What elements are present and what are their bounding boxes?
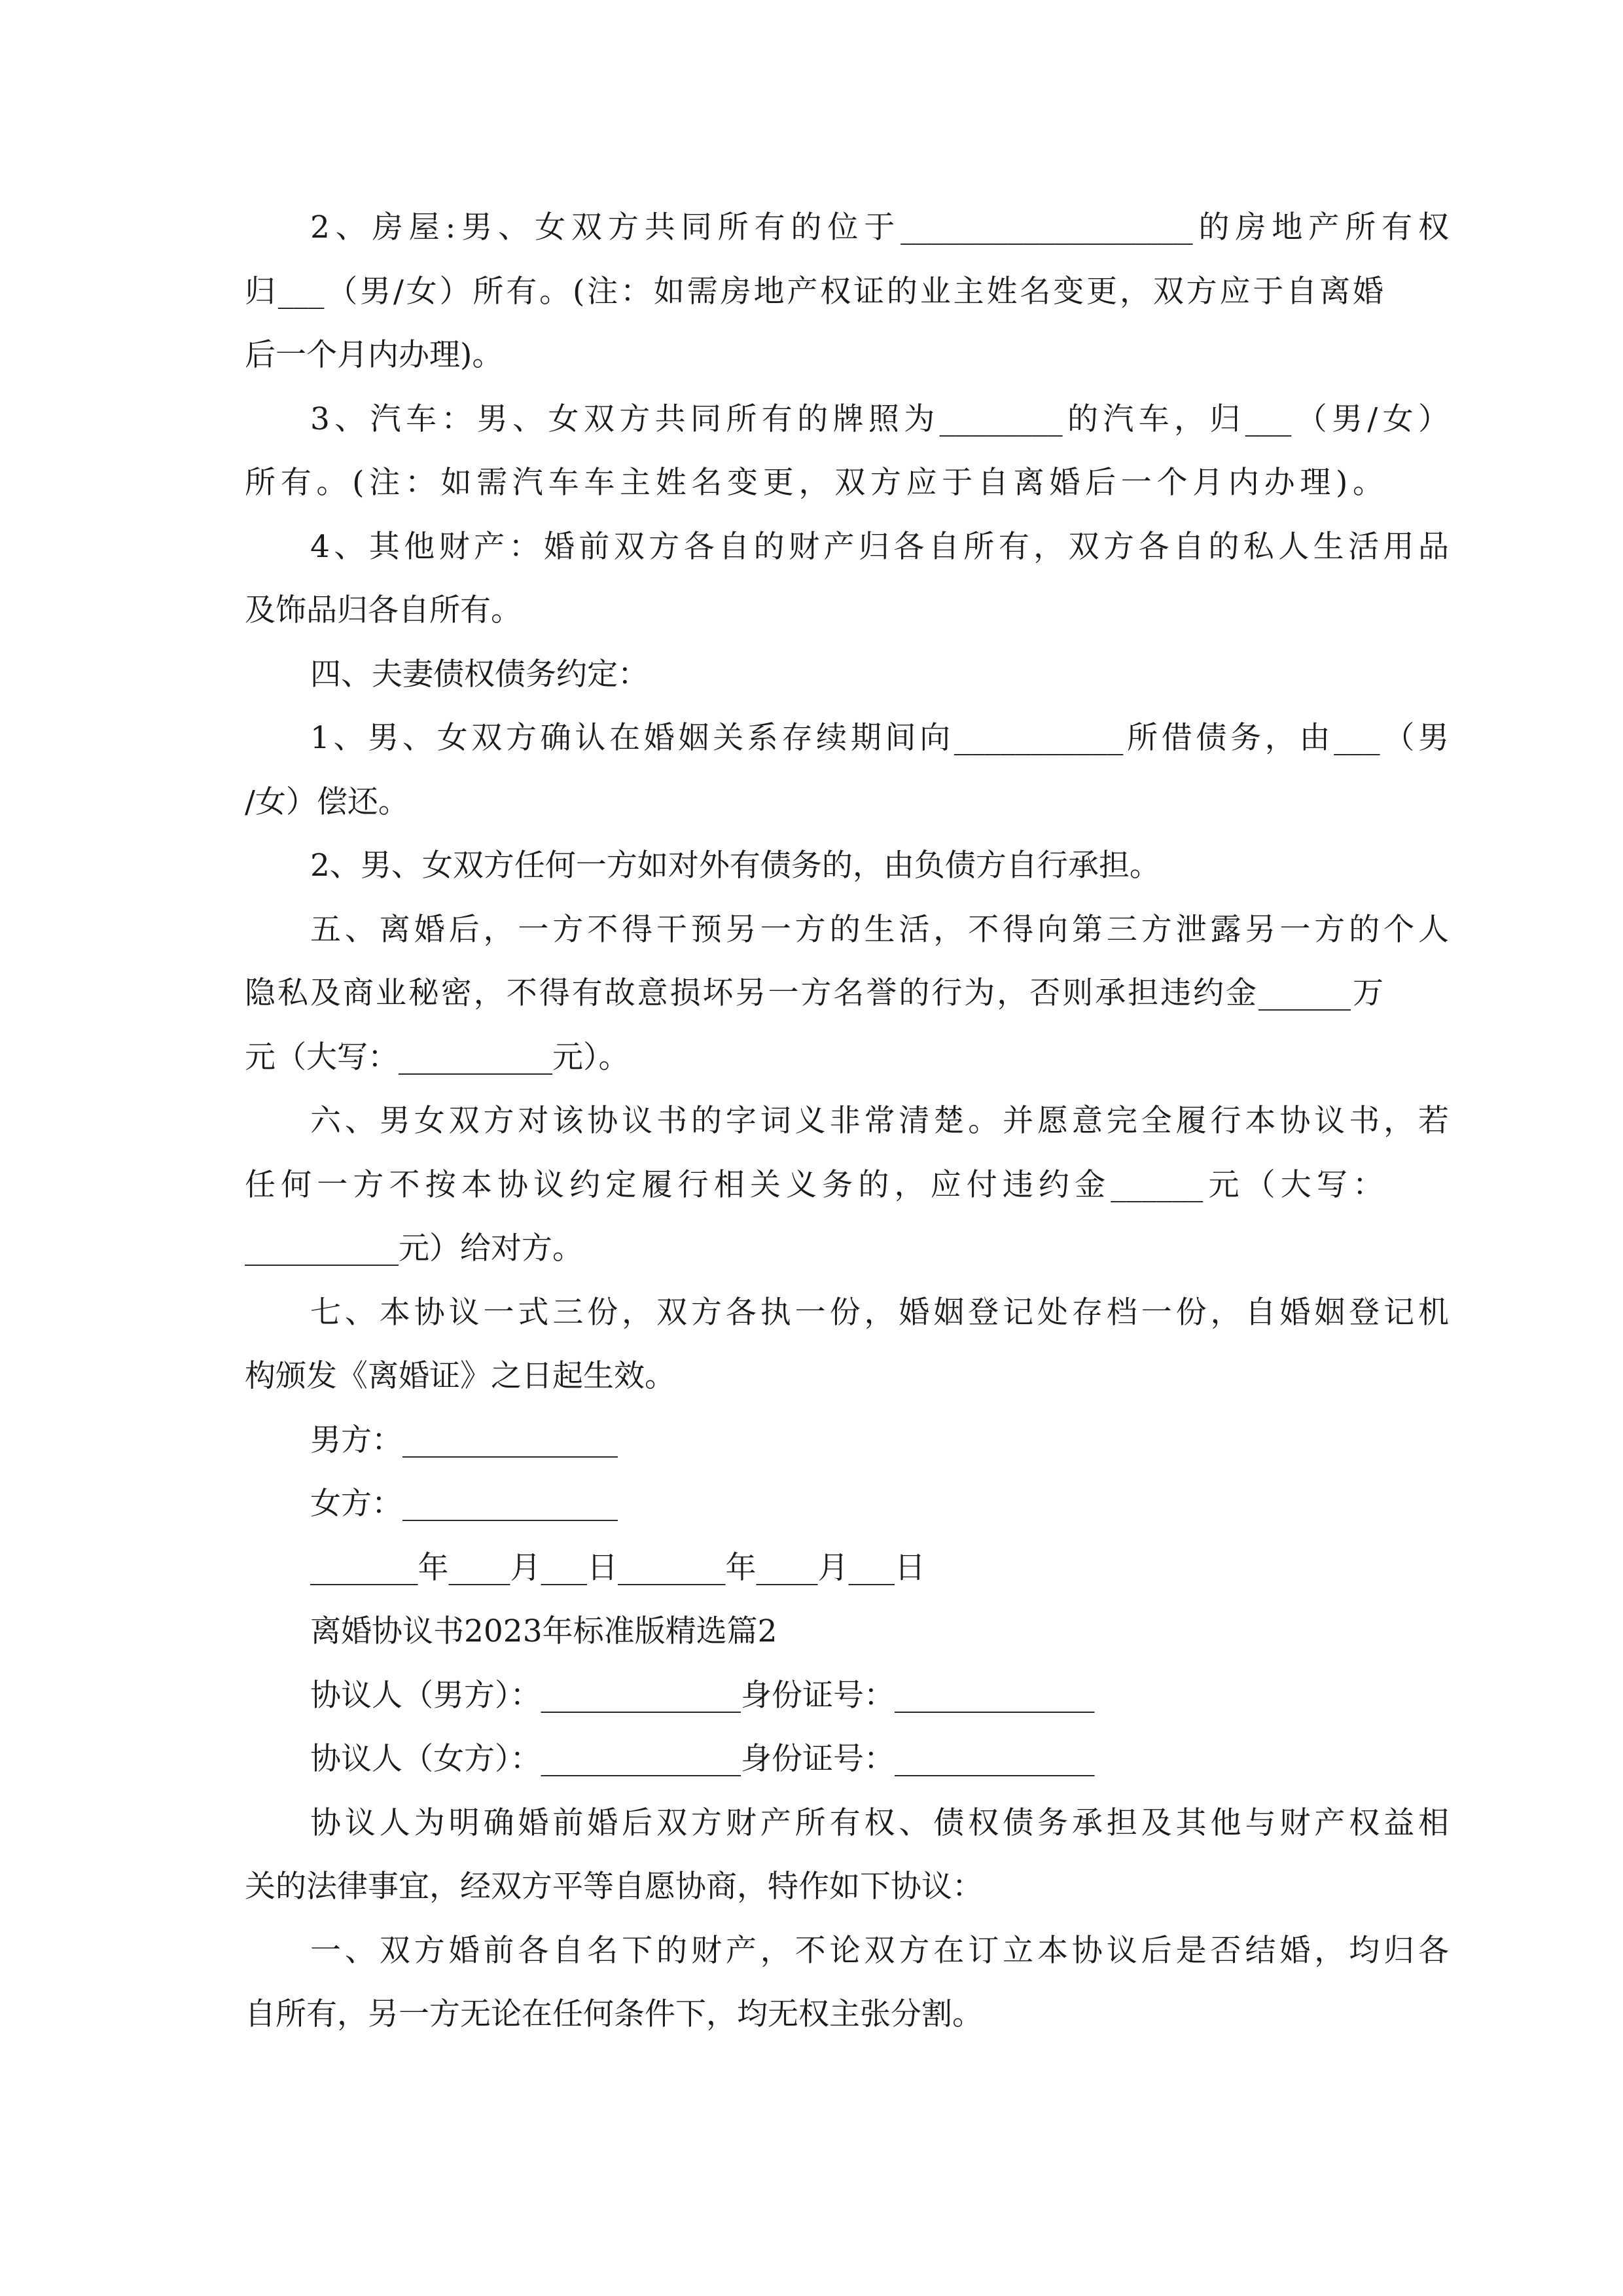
paragraph-line: 构颁发《离婚证》之日起生效。 (245, 1358, 675, 1394)
paragraph-line: 一、双方婚前各自名下的财产，不论双方在订立本协议后是否结婚，均归各 (310, 1933, 1449, 1969)
section-heading: 四、夫妻债权债务约定： (310, 656, 649, 692)
paragraph-line: 自所有，另一方无论在任何条件下，均无权主张分割。 (245, 1996, 983, 2032)
paragraph-line: 后一个月内办理)。 (245, 337, 503, 373)
paragraph-line: 元（大写：__________元）。 (245, 1039, 630, 1075)
party-male-line: 协议人（男方）：_____________身份证号：_____________ (310, 1677, 1095, 1713)
signature-female: 女方：______________ (310, 1486, 618, 1522)
paragraph-line: 及饰品归各自所有。 (245, 592, 522, 628)
paragraph-line: 任何一方不按本协议约定履行相关义务的，应付违约金______元（大写： (245, 1167, 1383, 1203)
paragraph-line: 1、男、女双方确认在婚姻关系存续期间向___________所借债务，由___（男 (310, 720, 1449, 756)
paragraph-line: /女）偿还。 (245, 784, 409, 820)
paragraph-line: 隐私及商业秘密，不得有故意损坏另一方名誉的行为，否则承担违约金______万 (245, 975, 1383, 1011)
paragraph-line: 归___（男/女）所有。(注：如需房地产权证的业主姓名变更，双方应于自离婚 (245, 274, 1383, 310)
paragraph-line: __________元）给对方。 (245, 1230, 583, 1266)
party-female-line: 协议人（女方）：_____________身份证号：_____________ (310, 1741, 1095, 1777)
paragraph-line: 六、男女双方对该协议书的字词义非常清楚。并愿意完全履行本协议书，若 (310, 1103, 1449, 1139)
date-line: _______年____月___日_______年____月___日 (310, 1550, 925, 1586)
signature-male: 男方：______________ (310, 1422, 618, 1458)
paragraph-line: 协议人为明确婚前婚后双方财产所有权、债权债务承担及其他与财产权益相 (310, 1805, 1449, 1841)
paragraph-line: 七、本协议一式三份，双方各执一份，婚姻登记处存档一份，自婚姻登记机 (310, 1295, 1449, 1331)
paragraph-line: 五、离婚后，一方不得干预另一方的生活，不得向第三方泄露另一方的个人 (310, 912, 1449, 948)
paragraph-line: 关的法律事宜，经双方平等自愿协商，特作如下协议： (245, 1869, 983, 1905)
document-title: 离婚协议书2023年标准版精选篇2 (310, 1613, 777, 1649)
paragraph-line: 所有。(注：如需汽车车主姓名变更，双方应于自离婚后一个月内办理)。 (245, 465, 1383, 501)
paragraph-line: 2、男、女双方任何一方如对外有债务的，由负债方自行承担。 (310, 848, 1160, 884)
paragraph-line: 4、其他财产：婚前双方各自的财产归各自所有，双方各自的私人生活用品 (310, 529, 1449, 565)
paragraph-line: 2、房屋:男、女双方共同所有的位于___________________的房地产所有权 (310, 209, 1449, 245)
paragraph-line: 3、汽车：男、女双方共同所有的牌照为________的汽车，归___（男/女） (310, 401, 1449, 437)
